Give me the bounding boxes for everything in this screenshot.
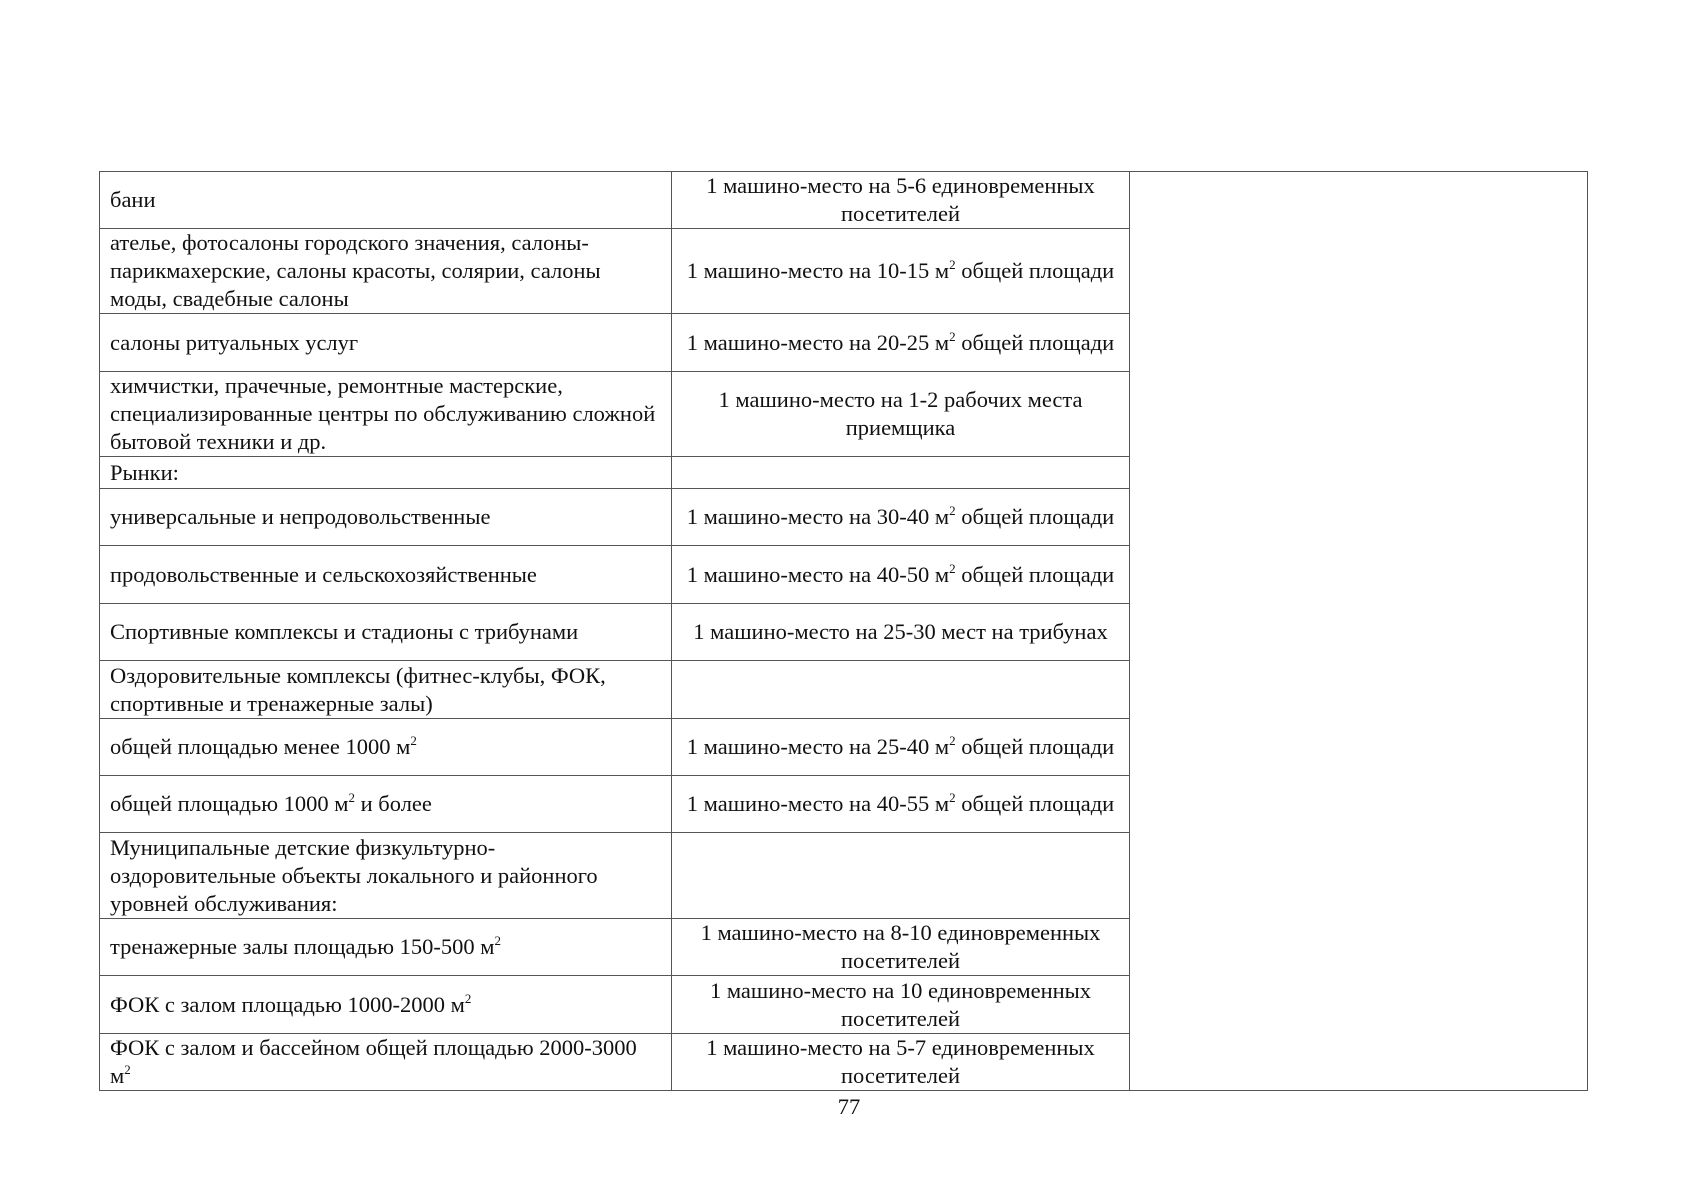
object-cell: общей площадью 1000 $м^2$ и более (100, 776, 672, 833)
norm-cell: 1 машино-место на 5-7 единовременных посетителей (672, 1034, 1130, 1091)
object-cell: общей площадью менее 1000 $м^2$ (100, 719, 672, 776)
object-cell: бани (100, 172, 672, 229)
table-row (100, 172, 1588, 229)
norm-cell: 1 машино-место на 40-50 $м^2$ общей площади (672, 546, 1130, 604)
norm-cell: 1 машино-место на 30-40 $м^2$ общей площади (672, 489, 1130, 546)
norm-cell: 1 машино-место на 20-25 $м^2$ общей площади (672, 314, 1130, 372)
notes-column (1130, 172, 1588, 1091)
object-cell: Спортивные комплексы и стадионы с трибунами (100, 604, 672, 661)
object-cell: салоны ритуальных услуг (100, 314, 672, 372)
object-cell: Рынки: (100, 457, 672, 489)
norm-cell (672, 457, 1130, 489)
parking-norms-table (99, 171, 1588, 1091)
object-cell: тренажерные залы площадью 150-500 $м^2$ (100, 919, 672, 976)
norm-cell: 1 машино-место на 10-15 $м^2$ общей площади (672, 229, 1130, 314)
norm-cell: 1 машино-место на 1-2 рабочих места приемщика (672, 372, 1130, 457)
norm-cell (672, 661, 1130, 719)
page-number: 77 (837, 1094, 861, 1119)
norm-cell: 1 машино-место на 8-10 единовременных посетителей (672, 919, 1130, 976)
norm-cell: 1 машино-место на 10 единовременных посетителей (672, 976, 1130, 1034)
norm-cell: 1 машино-место на 25-30 мест на трибунах (672, 604, 1130, 661)
object-cell: химчистки, прачечные, ремонтные мастерские, специализированные центры по обслуживанию сложной бытовой техники и др. (100, 372, 672, 457)
norm-cell (672, 833, 1130, 919)
object-cell: универсальные и непродовольственные (100, 489, 672, 546)
object-cell: Оздоровительные комплексы (фитнес-клубы, ФОК, спортивные и тренажерные залы) (100, 661, 672, 719)
object-cell: продовольственные и сельскохозяйственные (100, 546, 672, 604)
norm-cell: 1 машино-место на 25-40 $м^2$ общей площади (672, 719, 1130, 776)
object-cell: ФОК с залом площадью 1000-2000 $м^2$ (100, 976, 672, 1034)
norm-cell: 1 машино-место на 5-6 единовременных посетителей (672, 172, 1130, 229)
object-cell: ФОК с залом и бассейном общей площадью 2000-3000 $м^2$ (100, 1034, 672, 1091)
object-cell: ателье, фотосалоны городского значения, салоны-парикмахерские, салоны красоты, солярии, салоны моды, свадебные салоны (100, 229, 672, 314)
norm-cell: 1 машино-место на 40-55 $м^2$ общей площади (672, 776, 1130, 833)
object-cell: Муниципальные детские физкультурно-оздоровительные объекты локального и районного уровней обслуживания: (100, 833, 672, 919)
